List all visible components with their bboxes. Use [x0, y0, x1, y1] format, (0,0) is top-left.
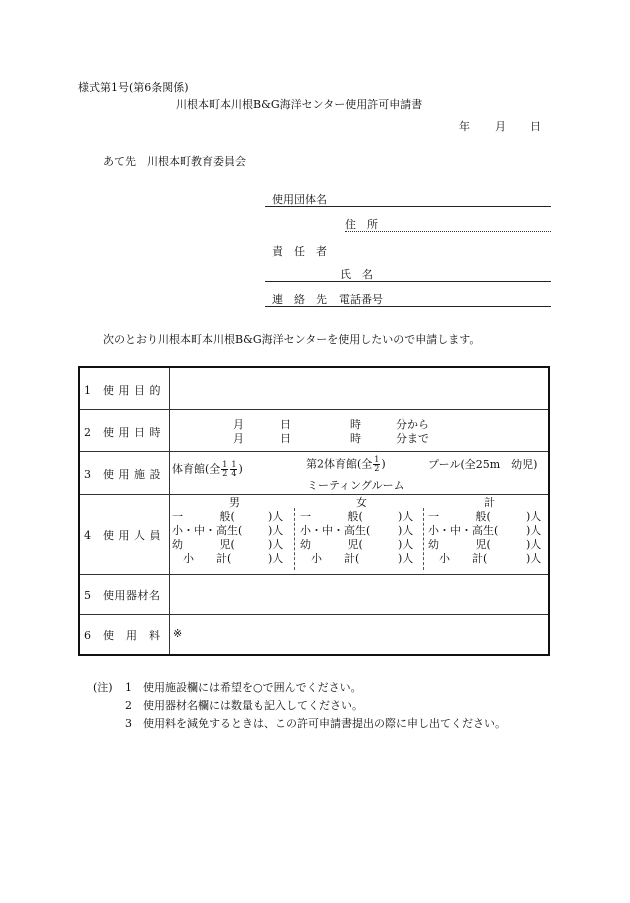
- document-title: 川根本町本川根B&G海洋センター使用許可申請書: [176, 98, 423, 111]
- female-student-label: 小・中・高生(: [300, 524, 371, 537]
- row-label: 5 使用器材名: [84, 589, 161, 602]
- dt-day-1: 日: [280, 418, 291, 431]
- row-facility: [80, 451, 548, 495]
- total-student-unit[interactable]: )人: [526, 524, 542, 537]
- people-divider-1: [294, 508, 295, 570]
- female-student-unit[interactable]: )人: [398, 524, 414, 537]
- row-label: 2 使 用 日 時: [84, 426, 161, 439]
- row-datetime: [80, 409, 548, 452]
- total-student-label: 小・中・高生(: [428, 524, 499, 537]
- facility-gym2[interactable]: 第2体育館(全 $\frac{1}{2}$ ): [306, 455, 386, 473]
- total-general-unit[interactable]: )人: [526, 510, 542, 523]
- row-equipment: [80, 574, 548, 615]
- responsible-label: 責 任 者: [272, 245, 327, 258]
- fee-mark: ※: [173, 627, 183, 640]
- address-line[interactable]: [345, 231, 551, 232]
- name-line[interactable]: [265, 281, 551, 282]
- form-number: 様式第1号(第6条関係): [78, 81, 189, 94]
- note-item: 3 使用料を減免するときは、この許可申請書提出の際に申し出てください。: [125, 717, 506, 730]
- org-name-label: 使用団体名: [272, 193, 327, 206]
- male-subtotal-unit[interactable]: )人: [268, 552, 284, 565]
- total-child-label: 幼 児(: [428, 538, 491, 551]
- name-label: 氏 名: [340, 268, 373, 281]
- female-child-unit[interactable]: )人: [398, 538, 414, 551]
- header-female: 女: [356, 496, 367, 509]
- date-day-label: 日: [530, 120, 541, 133]
- male-child-label: 幼 児(: [172, 538, 235, 551]
- header-total: 計: [484, 496, 495, 509]
- contact-label: 連 絡 先: [272, 293, 327, 306]
- total-subtotal-label: 小 計(: [428, 552, 488, 565]
- dt-min-1: 分から: [396, 418, 429, 431]
- total-general-label: 一 般(: [428, 510, 491, 523]
- total-subtotal-unit[interactable]: )人: [526, 552, 542, 565]
- facility-meeting-room[interactable]: ミーティングルーム: [307, 479, 405, 492]
- dt-month-1: 月: [233, 418, 244, 431]
- date-month-label: 月: [495, 120, 506, 133]
- dt-min-2: 分まで: [396, 432, 429, 445]
- row-label: 1 使 用 目 的: [84, 384, 161, 397]
- row-purpose: [80, 368, 548, 410]
- female-subtotal-unit[interactable]: )人: [398, 552, 414, 565]
- male-general-label: 一 般(: [172, 510, 235, 523]
- facility-pool[interactable]: プール(全25m 幼児): [428, 458, 538, 471]
- equipment-field[interactable]: [172, 576, 546, 611]
- dt-hour-2: 時: [350, 432, 361, 445]
- row-label: 4 使 用 人 員: [84, 529, 161, 542]
- female-general-label: 一 般(: [300, 510, 363, 523]
- row-people: [80, 494, 548, 575]
- header-male: 男: [229, 496, 240, 509]
- male-student-label: 小・中・高生(: [172, 524, 243, 537]
- female-general-unit[interactable]: )人: [398, 510, 414, 523]
- gym2-label: 第2体育館(全: [306, 457, 373, 471]
- address-label: 住 所: [345, 218, 378, 231]
- gym1-fraction-half: $\frac{1}{2}$: [222, 460, 228, 478]
- dt-hour-1: 時: [350, 418, 361, 431]
- facility-gym1[interactable]: 体育館(全 $\frac{1}{2}$ $\frac{1}{4}$ ): [172, 460, 243, 478]
- org-name-line[interactable]: [265, 206, 551, 207]
- dt-day-2: 日: [280, 432, 291, 445]
- application-table: [78, 366, 550, 656]
- row-label: 3 使 用 施 設: [84, 468, 161, 481]
- male-subtotal-label: 小 計(: [172, 552, 232, 565]
- male-general-unit[interactable]: )人: [268, 510, 284, 523]
- male-child-unit[interactable]: )人: [268, 538, 284, 551]
- gym1-fraction-quarter: $\frac{1}{4}$: [231, 460, 237, 478]
- addressee: あて先 川根本町教育委員会: [103, 155, 246, 168]
- row-label: 6 使 用 料: [84, 629, 161, 642]
- male-student-unit[interactable]: )人: [268, 524, 284, 537]
- people-divider-2: [423, 508, 424, 570]
- gym2-fraction-half: $\frac{1}{2}$: [374, 455, 380, 473]
- gym1-label: 体育館(全: [172, 462, 221, 476]
- female-child-label: 幼 児(: [300, 538, 363, 551]
- total-child-unit[interactable]: )人: [526, 538, 542, 551]
- row-fee: [80, 614, 548, 654]
- notes-prefix: (注): [93, 681, 113, 694]
- dt-month-2: 月: [233, 432, 244, 445]
- phone-label: 電話番号: [339, 293, 383, 306]
- note-item: 1 使用施設欄には希望を○で囲んでください。: [125, 681, 362, 694]
- date-year-label: 年: [459, 120, 470, 133]
- intro-text: 次のとおり川根本町本川根B&G海洋センターを使用したいので申請します。: [103, 333, 481, 346]
- purpose-field[interactable]: [172, 370, 546, 406]
- contact-line[interactable]: [265, 306, 551, 307]
- female-subtotal-label: 小 計(: [300, 552, 360, 565]
- note-item: 2 使用器材名欄には数量も記入してください。: [125, 699, 363, 712]
